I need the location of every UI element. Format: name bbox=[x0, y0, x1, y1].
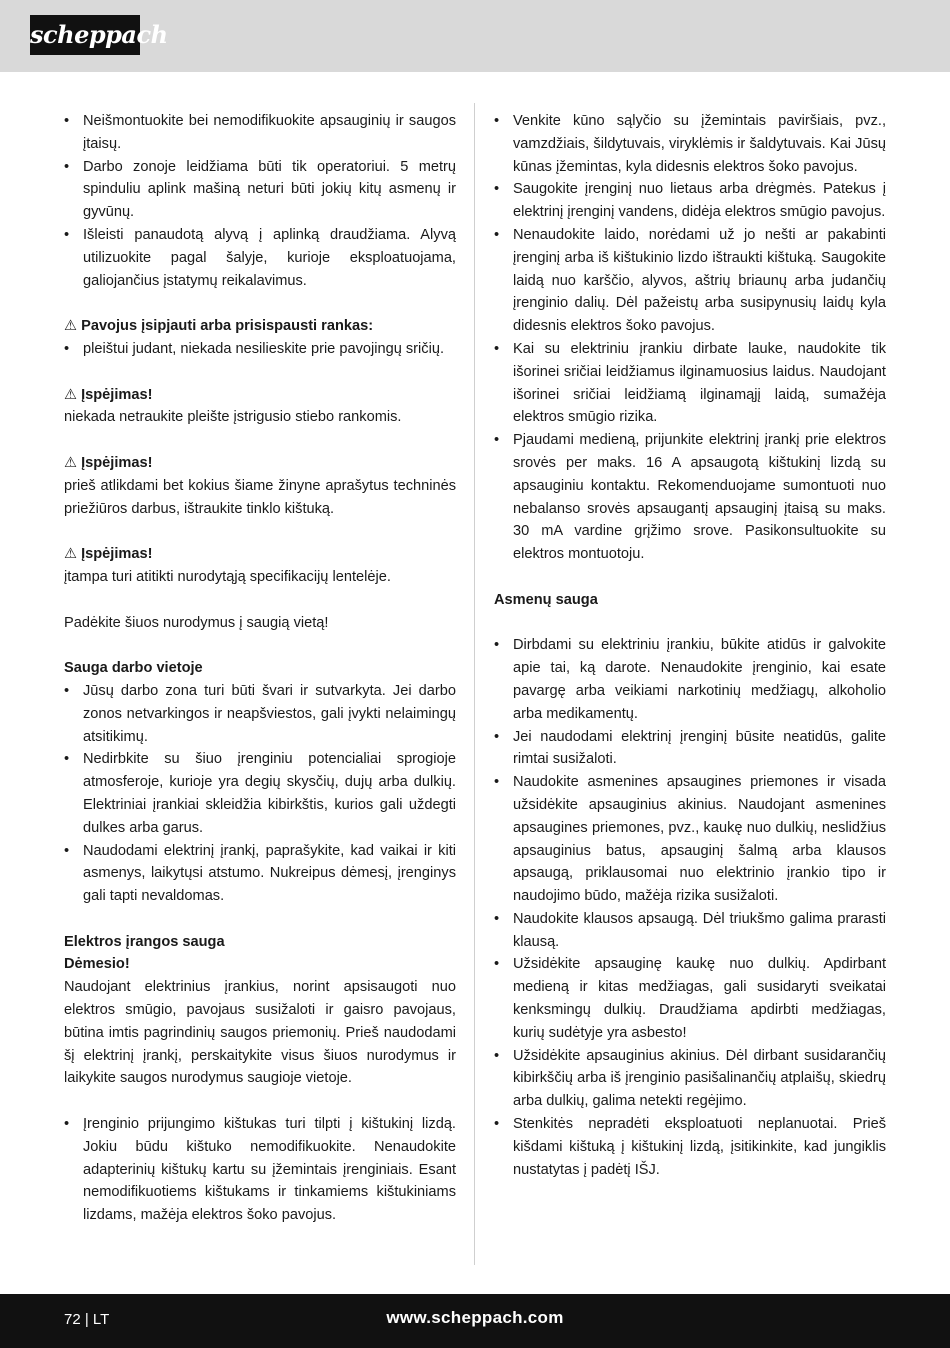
warning-heading-hands: ⚠ Pavojus įsipjauti arba prisispausti rankas: bbox=[64, 315, 456, 338]
page-header bbox=[0, 0, 950, 72]
list-item: • pleištui judant, niekada nesilieskite prie pavojingų sričių. bbox=[64, 338, 456, 361]
right-column bbox=[494, 110, 886, 1181]
keep-instructions-note: Padėkite šiuos nurodymus į saugią vietą! bbox=[64, 614, 329, 631]
list-item: • Darbo zonoje leidžiama būti tik operatoriui. 5 metrų spinduliu aplink mašiną neturi būti jokių kitų asmenų ir gyvūnų. bbox=[64, 156, 456, 224]
warning-text: niekada netraukite pleište įstrigusio stiebo rankomis. bbox=[64, 409, 402, 426]
warning-triangle-icon: ⚠ bbox=[64, 546, 78, 563]
list-item: • Nedirbkite su šiuo įrenginiu potencialiai sprogioje atmosferoje, kurioje yra degių skysčių, dujų arba dulkių. Elektriniai įrankiai skleidžia kibirkštis, kurios gali uždegti dulkes arba garus. bbox=[64, 748, 456, 839]
list-item: • Nenaudokite laido, norėdami už jo nešti ar pakabinti įrenginį arba iš kištukinio lizdo ištraukti kištuką. Saugokite laidą nuo karščio, alyvos, aštrių briaunų arba judančių įrenginio dalių. Dėl pažeistų arba susipynusių laidų kyla didesnis elektros šoko pavojus. bbox=[494, 224, 886, 338]
section-title-workplace: Sauga darbo vietoje bbox=[64, 660, 203, 677]
page-number: 72 | LT bbox=[64, 1311, 110, 1328]
list-item: • Užsidėkite apsauginius akinius. Dėl dirbant susidarančių kibirkščių arba iš įrenginio pasišalinančių atplaišų, skiedrų arba dulkių, galima netekti regėjimo. bbox=[494, 1045, 886, 1113]
list-item: • Jūsų darbo zona turi būti švari ir sutvarkyta. Jei darbo zonos netvarkingos ir neapšviestos, gali įvykti nelaimingų atsitikimų. bbox=[64, 680, 456, 748]
warning-triangle-icon: ⚠ bbox=[64, 454, 78, 471]
scheppach-logo: scheppach bbox=[30, 15, 140, 55]
list-item: • Naudokite klausos apsaugą. Dėl triukšmo galima prarasti klausą. bbox=[494, 908, 886, 954]
list-item: • Naudokite asmenines apsaugines priemones ir visada užsidėkite apsauginius akinius. Naudojant asmenines apsaugines priemones, pvz., kaukę nuo dulkių, neslidžius apsauginius batus, apsauginį šalmą arba klausos apsaugą, priklausomai nuo elektrinio įrankio tipo ir naudojimo būdo, mažėja rizika susižaloti. bbox=[494, 771, 886, 908]
list-item: • Venkite kūno sąlyčio su įžemintais paviršiais, pvz., vamzdžiais, šildytuvais, viryklėmis ir šaldytuvais. Kai Jūsų kūnas įžemintas, kyla didesnis elektros šoko pavojus. bbox=[494, 110, 886, 178]
warning-text: prieš atlikdami bet kokius šiame žinyne aprašytus techninės priežiūros darbus, ištraukite tinklo kištuką. bbox=[64, 477, 456, 517]
list-item: • Stenkitės nepradėti eksploatuoti neplanuotai. Prieš kišdami kištuką į kištukinį lizdą, įsitikinkite, kad jungiklis nustatytas į padėtį IŠJ. bbox=[494, 1113, 886, 1181]
warning-text: įtampa turi atitikti nurodytąją specifikacijų lentelėje. bbox=[64, 568, 391, 585]
warning-heading: ⚠ Įspėjimas! bbox=[64, 452, 456, 475]
page-footer bbox=[0, 1294, 950, 1348]
warning-triangle-icon: ⚠ bbox=[64, 386, 78, 403]
list-item: • Saugokite įrenginį nuo lietaus arba drėgmės. Patekus į elektrinį įrenginį vandens, didėja elektros smūgio pavojus. bbox=[494, 178, 886, 224]
list-item: • Jei naudodami elektrinį įrenginį būsite neatidūs, galite rimtai susižaloti. bbox=[494, 726, 886, 772]
column-divider bbox=[474, 103, 475, 1265]
warning-heading: ⚠ Įspėjimas! bbox=[64, 543, 456, 566]
warning-triangle-icon: ⚠ bbox=[64, 318, 78, 335]
attention-label: Dėmesio! bbox=[64, 956, 130, 973]
list-item: • Išleisti panaudotą alyvą į aplinką draudžiama. Alyvą utilizuokite pagal šalyje, kurioje eksploatuojama, galiojančius įstatymų reikalavimus. bbox=[64, 224, 456, 292]
list-item: • Dirbdami su elektriniu įrankiu, būkite atidūs ir galvokite apie tai, ką darote. Nenaudokite įrenginio, kai esate pavargę arba veikiami narkotinių medžiagų, alkoholio arba medikamentų. bbox=[494, 634, 886, 725]
list-item: • Pjaudami medieną, prijunkite elektrinį įrankį prie elektros srovės per maks. 16 A apsaugotą kištukinį lizdą su apsauginiu kontaktu. Rekomenduojame sumontuoti nuo nebalanso srovės apsaugantį apsauginį įtaisą su maks. 30 mA vardine grįžimo srove. Pasikonsultuokite su elektros montuotoju. bbox=[494, 429, 886, 566]
warning-heading: ⚠ Įspėjimas! bbox=[64, 384, 456, 407]
website-link[interactable]: www.scheppach.com bbox=[386, 1308, 564, 1327]
section-title-personal: Asmenų sauga bbox=[494, 591, 598, 608]
electrical-intro-text: Naudojant elektrinius įrankius, norint apsisaugoti nuo elektros smūgio, pavojaus susižaloti ir gaisro pavojaus, būtina imtis pagrindinių saugos priemonių. Prieš naudodami šį elektrinį įrankį, perskaitykite visus šiuos nurodymus ir laikykite saugos nurodymus saugioje vietoje. bbox=[64, 979, 456, 1087]
list-item: • Užsidėkite apsauginę kaukę nuo dulkių. Apdirbant medieną ir kitas medžiagas, gali susidaryti sveikatai kenksmingų dulkių. Draudžiama apdirbti medžiagas, kurių sudėtyje yra asbesto! bbox=[494, 953, 886, 1044]
list-item: • Naudodami elektrinį įrankį, paprašykite, kad vaikai ir kiti asmenys, laikytųsi atstumo. Nukreipus dėmesį, įrenginys gali tapti nevaldomas. bbox=[64, 840, 456, 908]
list-item: • Įrenginio prijungimo kištukas turi tilpti į kištukinį lizdą. Jokiu būdu kištuko nemodifikuokite. Nenaudokite adapterinių kištukų kartu su įžemintais įrenginiais. Esant nemodifikuotiems kištukams ir tinkamiems kištukiniams lizdams, mažėja elektros šoko pavojus. bbox=[64, 1113, 456, 1227]
left-column bbox=[64, 110, 456, 1227]
section-title-electrical: Elektros įrangos sauga bbox=[64, 933, 225, 950]
list-item: • Kai su elektriniu įrankiu dirbate lauke, naudokite tik išorinei sričiai leidžiamus ilginamuosius laidus. Naudojant išorinei sričiai leidžiamą ilginamąjį laidą, sumažėja elektros smūgio rizika. bbox=[494, 338, 886, 429]
list-item: • Neišmontuokite bei nemodifikuokite apsauginių ir saugos įtaisų. bbox=[64, 110, 456, 156]
